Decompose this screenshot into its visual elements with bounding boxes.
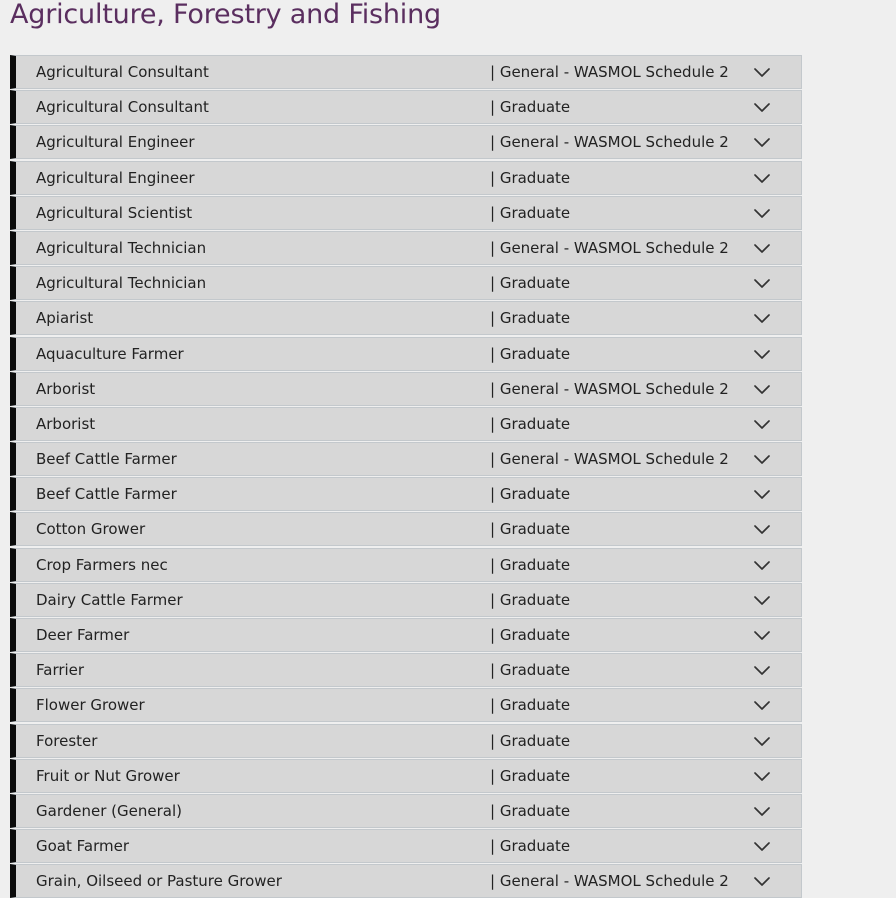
accordion-row[interactable] [10, 618, 802, 652]
accordion-row[interactable] [10, 125, 802, 159]
occupation-name: Agricultural Engineer [36, 133, 195, 152]
occupation-name: Crop Farmers nec [36, 555, 168, 574]
accordion-row[interactable] [10, 864, 802, 898]
occupation-name: Forester [36, 731, 98, 750]
chevron-down-icon[interactable] [752, 626, 772, 646]
accordion-row[interactable] [10, 583, 802, 617]
occupation-category: | Graduate [490, 344, 571, 363]
chevron-down-icon[interactable] [752, 239, 772, 259]
accordion-row[interactable] [10, 829, 802, 863]
occupation-name: Gardener (General) [36, 801, 182, 820]
occupation-category: | Graduate [490, 520, 571, 539]
occupation-category: | Graduate [490, 837, 571, 856]
accordion-row[interactable] [10, 653, 802, 687]
occupation-name: Arborist [36, 414, 96, 433]
chevron-down-icon[interactable] [752, 556, 772, 576]
chevron-down-icon[interactable] [752, 274, 772, 294]
occupation-name: Apiarist [36, 309, 94, 328]
chevron-down-icon[interactable] [752, 872, 772, 892]
occupation-category: | Graduate [490, 731, 571, 750]
accordion-row[interactable] [10, 477, 802, 511]
occupation-category: | General - WASMOL Schedule 2 [490, 133, 729, 152]
occupation-category: | Graduate [490, 661, 571, 680]
chevron-down-icon[interactable] [752, 837, 772, 857]
occupation-name: Beef Cattle Farmer [36, 485, 177, 504]
occupation-name: Farrier [36, 661, 85, 680]
occupation-name: Agricultural Technician [36, 274, 207, 293]
accordion-row[interactable] [10, 688, 802, 722]
accordion-row[interactable] [10, 548, 802, 582]
chevron-down-icon[interactable] [752, 63, 772, 83]
accordion-row[interactable] [10, 407, 802, 441]
occupation-category: | Graduate [490, 309, 571, 328]
chevron-down-icon[interactable] [752, 802, 772, 822]
accordion-row[interactable] [10, 337, 802, 371]
accordion-row[interactable] [10, 759, 802, 793]
occupation-name: Fruit or Nut Grower [36, 766, 180, 785]
occupation-name: Agricultural Consultant [36, 98, 209, 117]
occupation-name: Deer Farmer [36, 626, 130, 644]
occupation-category: | Graduate [490, 590, 571, 609]
occupation-category: | Graduate [490, 485, 571, 504]
occupation-category: | Graduate [490, 274, 571, 293]
occupation-category: | General - WASMOL Schedule 2 [490, 872, 729, 891]
chevron-down-icon[interactable] [752, 98, 772, 118]
occupation-name: Aquaculture Farmer [36, 344, 184, 363]
occupation-name: Agricultural Technician [36, 238, 207, 257]
chevron-down-icon[interactable] [752, 345, 772, 365]
accordion-row[interactable] [10, 442, 802, 476]
occupation-category: | General - WASMOL Schedule 2 [490, 450, 729, 469]
occupation-name: Agricultural Scientist [36, 203, 193, 222]
occupation-name: Arborist [36, 379, 96, 398]
occupation-category: | General - WASMOL Schedule 2 [490, 63, 729, 81]
chevron-down-icon[interactable] [752, 696, 772, 716]
chevron-down-icon[interactable] [752, 661, 772, 681]
page-title: Agriculture, Forestry and Fishing [10, 0, 441, 30]
accordion-row[interactable] [10, 231, 802, 265]
occupation-category: | Graduate [490, 168, 571, 187]
chevron-down-icon[interactable] [752, 169, 772, 189]
occupation-accordion [10, 55, 802, 898]
occupation-category: | Graduate [490, 414, 571, 433]
occupation-name: Agricultural Engineer [36, 168, 195, 187]
accordion-row[interactable] [10, 372, 802, 406]
occupation-category: | Graduate [490, 696, 571, 715]
chevron-down-icon[interactable] [752, 767, 772, 787]
chevron-down-icon[interactable] [752, 485, 772, 505]
accordion-row[interactable] [10, 301, 802, 335]
occupation-name: Flower Grower [36, 696, 145, 715]
occupation-name: Agricultural Consultant [36, 63, 209, 81]
accordion-row[interactable] [10, 161, 802, 195]
occupation-name: Cotton Grower [36, 520, 146, 539]
occupation-category: | Graduate [490, 626, 571, 644]
accordion-row[interactable] [10, 90, 802, 124]
accordion-row[interactable] [10, 266, 802, 300]
occupation-category: | Graduate [490, 203, 571, 222]
accordion-row[interactable] [10, 724, 802, 758]
chevron-down-icon[interactable] [752, 520, 772, 540]
chevron-down-icon[interactable] [752, 133, 772, 153]
accordion-row[interactable] [10, 55, 802, 89]
chevron-down-icon[interactable] [752, 450, 772, 470]
occupation-category: | General - WASMOL Schedule 2 [490, 379, 729, 398]
chevron-down-icon[interactable] [752, 309, 772, 329]
occupation-name: Goat Farmer [36, 837, 129, 856]
occupation-category: | General - WASMOL Schedule 2 [490, 238, 729, 257]
occupation-category: | Graduate [490, 555, 571, 574]
chevron-down-icon[interactable] [752, 415, 772, 435]
occupation-category: | Graduate [490, 801, 571, 820]
chevron-down-icon[interactable] [752, 732, 772, 752]
occupation-category: | Graduate [490, 98, 571, 117]
occupation-name: Dairy Cattle Farmer [36, 590, 183, 609]
accordion-row[interactable] [10, 794, 802, 828]
chevron-down-icon[interactable] [752, 204, 772, 224]
occupation-name: Grain, Oilseed or Pasture Grower [36, 872, 282, 891]
occupation-category: | Graduate [490, 766, 571, 785]
chevron-down-icon[interactable] [752, 380, 772, 400]
accordion-row[interactable] [10, 512, 802, 546]
occupation-name: Beef Cattle Farmer [36, 450, 177, 469]
accordion-row[interactable] [10, 196, 802, 230]
chevron-down-icon[interactable] [752, 591, 772, 611]
